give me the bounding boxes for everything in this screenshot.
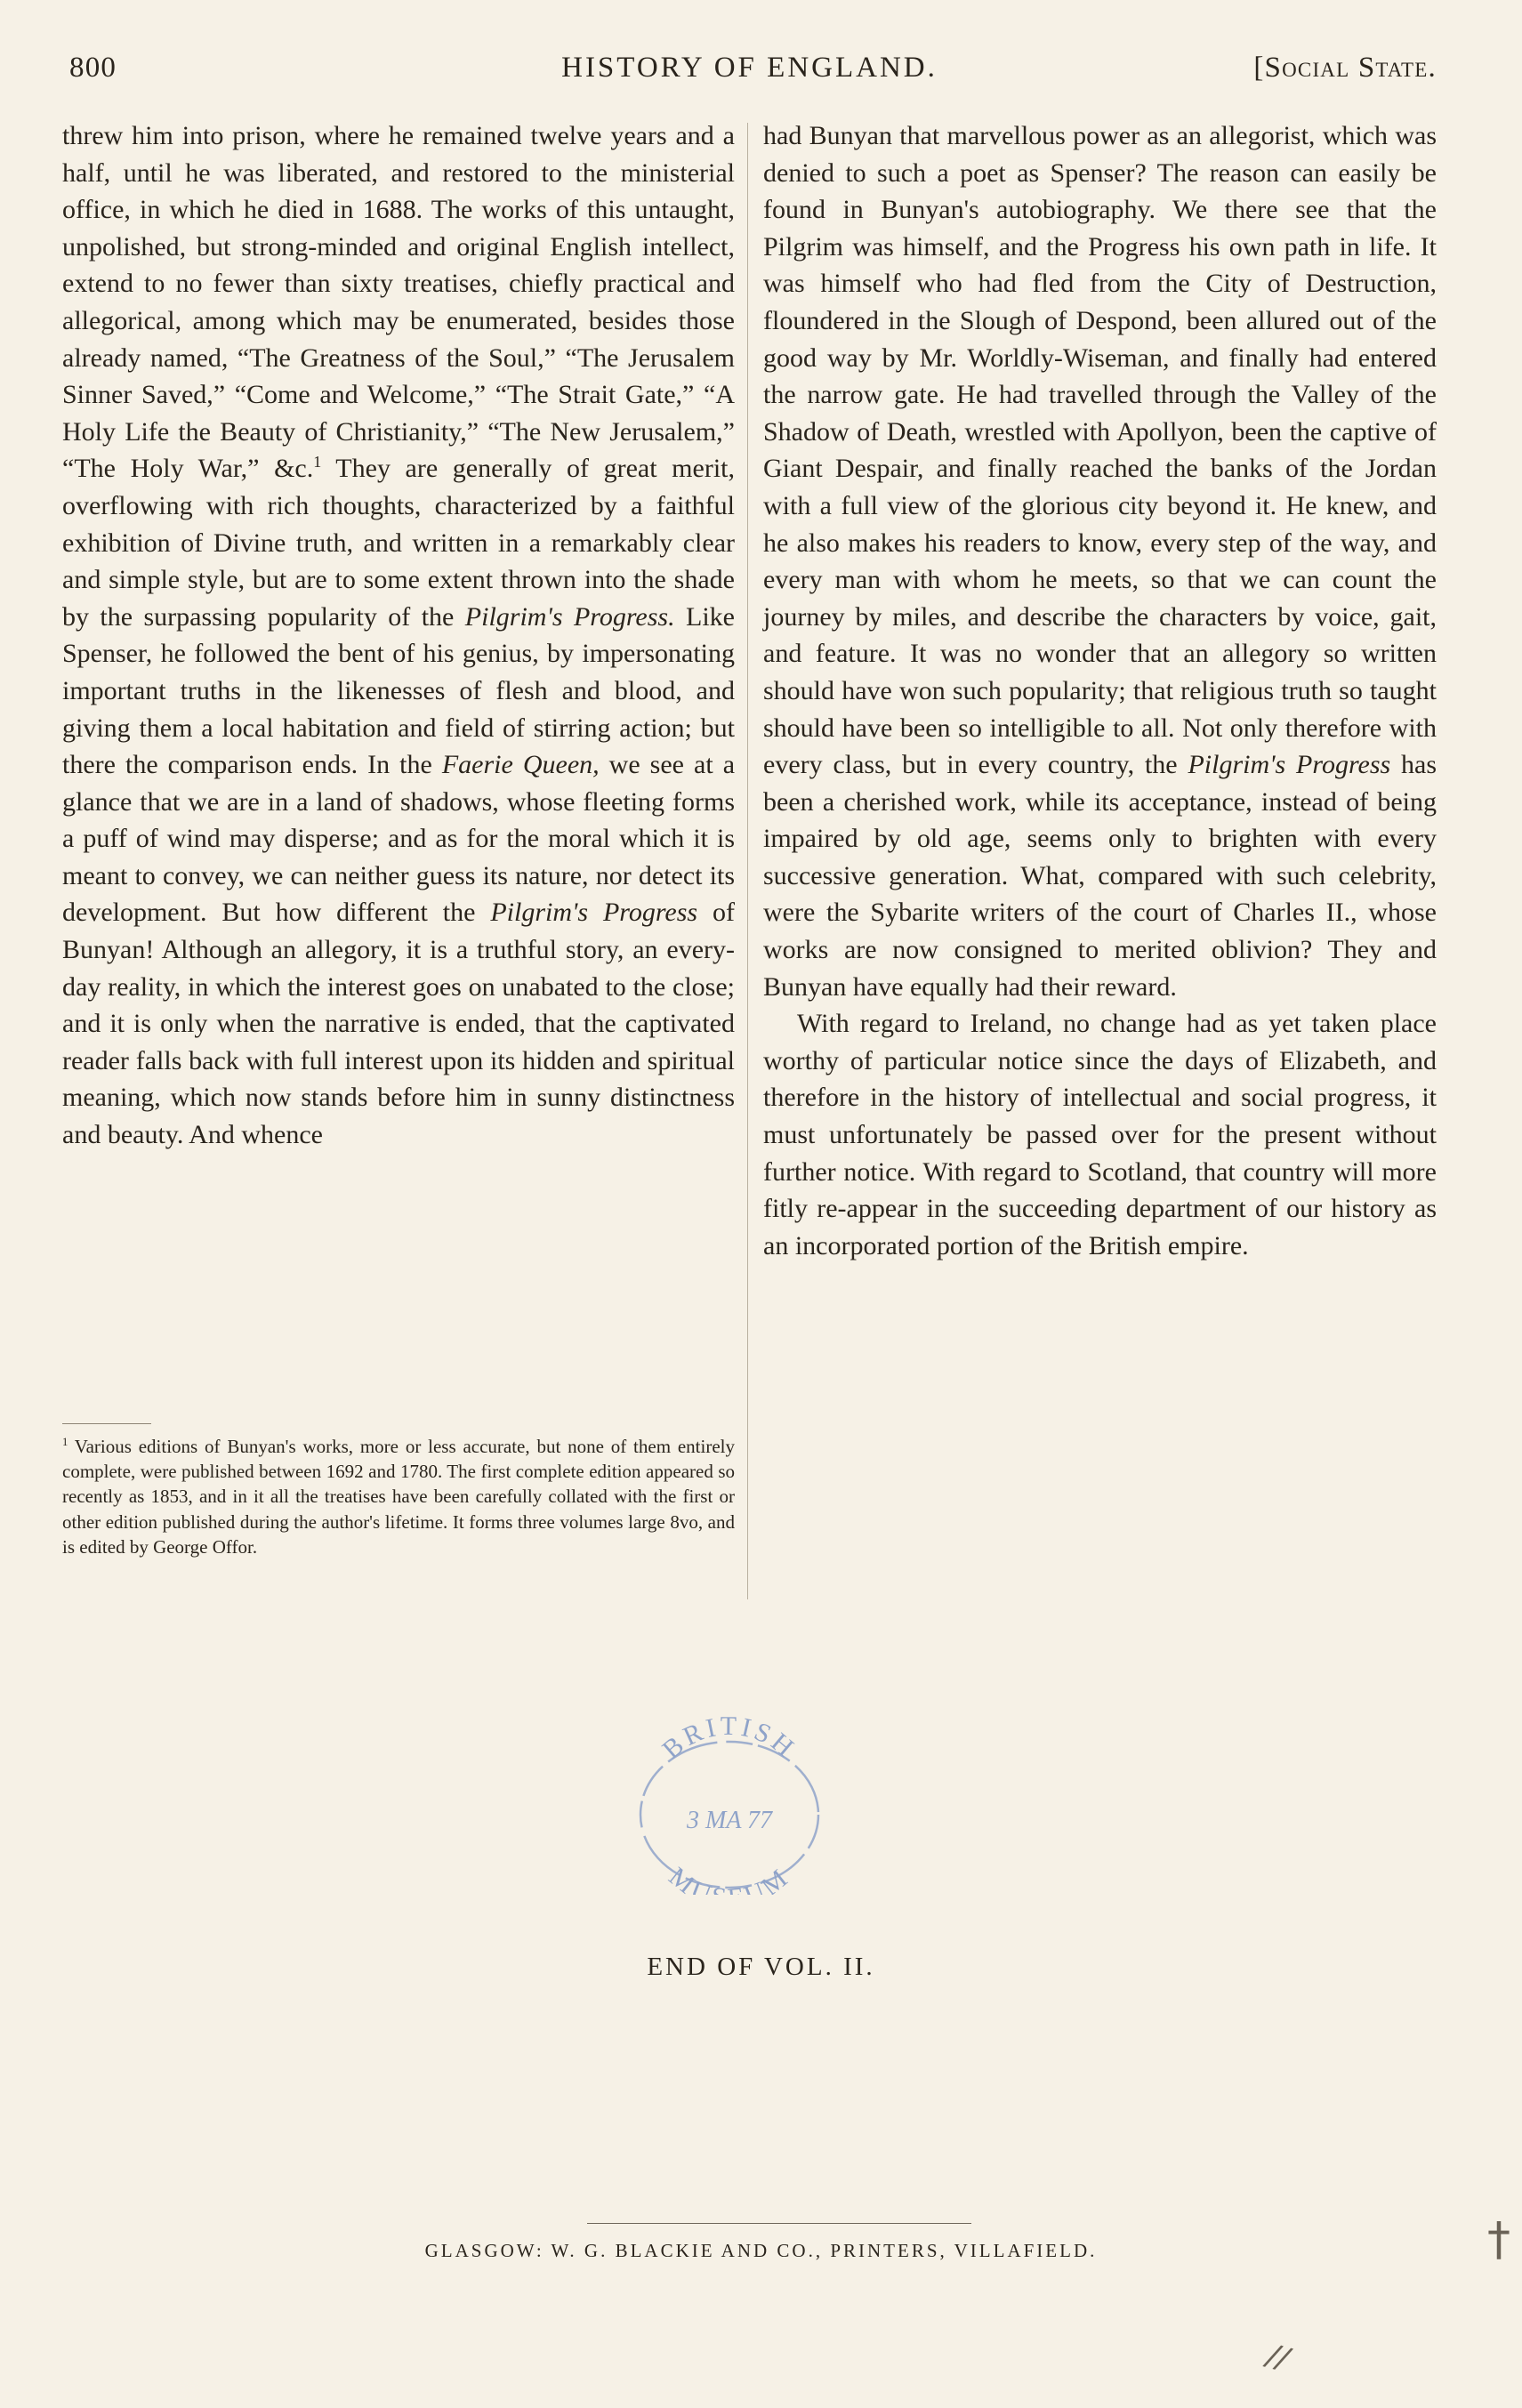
text-run: we see at a glance that we are in a land of shadows, whose fleeting forms a puff of wind may disperse; and as for the moral which it is meant to convey, we can neither guess its nature, nor detect its development. But how different the (62, 750, 736, 928)
book-title: Faerie Queen, (441, 750, 600, 780)
running-header (62, 52, 1437, 91)
footnote (62, 1434, 735, 1559)
imprint-rule (587, 2223, 971, 2224)
library-stamp (627, 1717, 832, 1895)
footnote-rule (62, 1423, 151, 1424)
page-number: 800 (69, 52, 117, 84)
text-run: They are generally of great merit, overflowing with rich thoughts, characterized by a faithful exhibition of Divine truth, and written in a remarkably clear and simple style, but are to some extent thrown into the shade by the surpassing popularity of the (62, 454, 735, 632)
stamp-seal-icon (627, 1717, 832, 1895)
text-run: of Bunyan! Although an allegory, it is a truthful story, an every-day reality, in which the interest goes on unabated to the close; and it is only when the narrative is ended, that the captivated reader falls back with full interest upon its hidden and spiritual meaning, which now stands before him in sunny distinctness and beauty. And whence (62, 898, 735, 1150)
right-paragraph-2: With regard to Ireland, no change had as yet taken place worthy of particular notice since the days of Elizabeth, and therefore in the history of intellectual and social progress, it must unfortunately be passed over for the present without further notice. With regard to Scotland, that country will more fitly re-appear in the succeeding department of our history as an incorporated portion of the British empire. (763, 1009, 1437, 1260)
stamp-bottom-text: MU UM (663, 1861, 796, 1895)
running-title: HISTORY OF ENGLAND. (561, 52, 938, 84)
text-run: had Bunyan that marvellous power as an allegorist, which was denied to such a poet as Spenser? The reason can easily be found in Bunyan's autobiography. We there see that the Pilgrim was himself, and the Progress his own path in life. It was himself who had fled from the City of Destruction, floundered in the Slough of Despond, been allured out of the good way by Mr. Worldly-Wiseman, and finally had entered the narrow gate. He had travelled through the Valley of the Shadow of Death, wrestled with Apollyon, been the captive of Giant Despair, and finally reached the banks of the Jordan with a full view of the glorious city beyond it. He knew, and he also makes his readers to know, every step of the way, and every man with whom he meets, so that we can count the journey by miles, and describe the characters by voice, gait, and feature. It was no wonder that an allegory so written should have won such popularity; that religious truth so taught should have been so intelligible to all. Not only therefore with every class, but in every country, the (763, 121, 1437, 780)
printer-imprint: GLASGOW: W. G. BLACKIE AND CO., PRINTERS, VILLAFIELD. (424, 2240, 1098, 2261)
book-title: Pilgrim's Progress (1188, 750, 1391, 780)
book-title: Pilgrim's Progress (490, 898, 698, 928)
text-run: Like Spenser, he followed the bent of his genius, by impersonating important truths in the likenesses of flesh and blood, and giving them a local habitation and field of stirring action; but there the comparison ends. In the (62, 601, 735, 780)
right-column (763, 117, 1437, 1264)
column-divider (747, 123, 748, 1599)
right-paragraph-1 (763, 117, 1437, 1005)
footnote-marker: 1 (62, 1436, 68, 1448)
text-run: threw him into prison, where he remained twelve years and a half, until he was liberated, and restored to the ministerial office, in which he died in 1688. The works of this untaught, unpolished, but strong-minded and original English intellect, extend to no fewer than sixty treatises, chiefly practical and allegorical, among which may be enumerated, besides those already named, “The Greatness of the Soul,” “The Jerusalem Sinner Saved,” “Come and Welcome,” “The Strait Gate,” “A Holy Life the Beauty of Christianity,” “The New Jerusalem,” “The Holy War,” &c. (62, 121, 735, 484)
left-paragraph (62, 117, 735, 1154)
stamp-date: 3 MA 77 (687, 1807, 772, 1834)
stamp-top-text: BRITISH (656, 1717, 802, 1765)
text-run: has been a cherished work, while its acceptance, instead of being impaired by old age, seems only to brighten with every successive generation. What, compared with such celebrity, were the Sybarite writers of the court of Charles II., whose works are now consigned to merited oblivion? They and Bunyan have equally had their reward. (763, 750, 1437, 1002)
footnote-reference: 1 (313, 453, 322, 471)
margin-scribble: // (1263, 2337, 1292, 2378)
margin-cross-mark: † (1487, 2213, 1510, 2267)
end-of-volume: END OF VOL. II. (647, 1953, 875, 1981)
left-column (62, 117, 735, 1154)
section-label: [Social State. (1253, 52, 1437, 84)
book-title: Pilgrim's Progress. (464, 601, 675, 632)
footnote-text: Various editions of Bunyan's works, more or less accurate, but none of them entirely complete, were published between 1692 and 1780. The first complete edition appeared so recently as 1853, and in it all the treatises have been carefully collated with the first or other edition published during the author's lifetime. It forms three volumes large 8vo, and is edited by George Offor. (62, 1436, 735, 1558)
